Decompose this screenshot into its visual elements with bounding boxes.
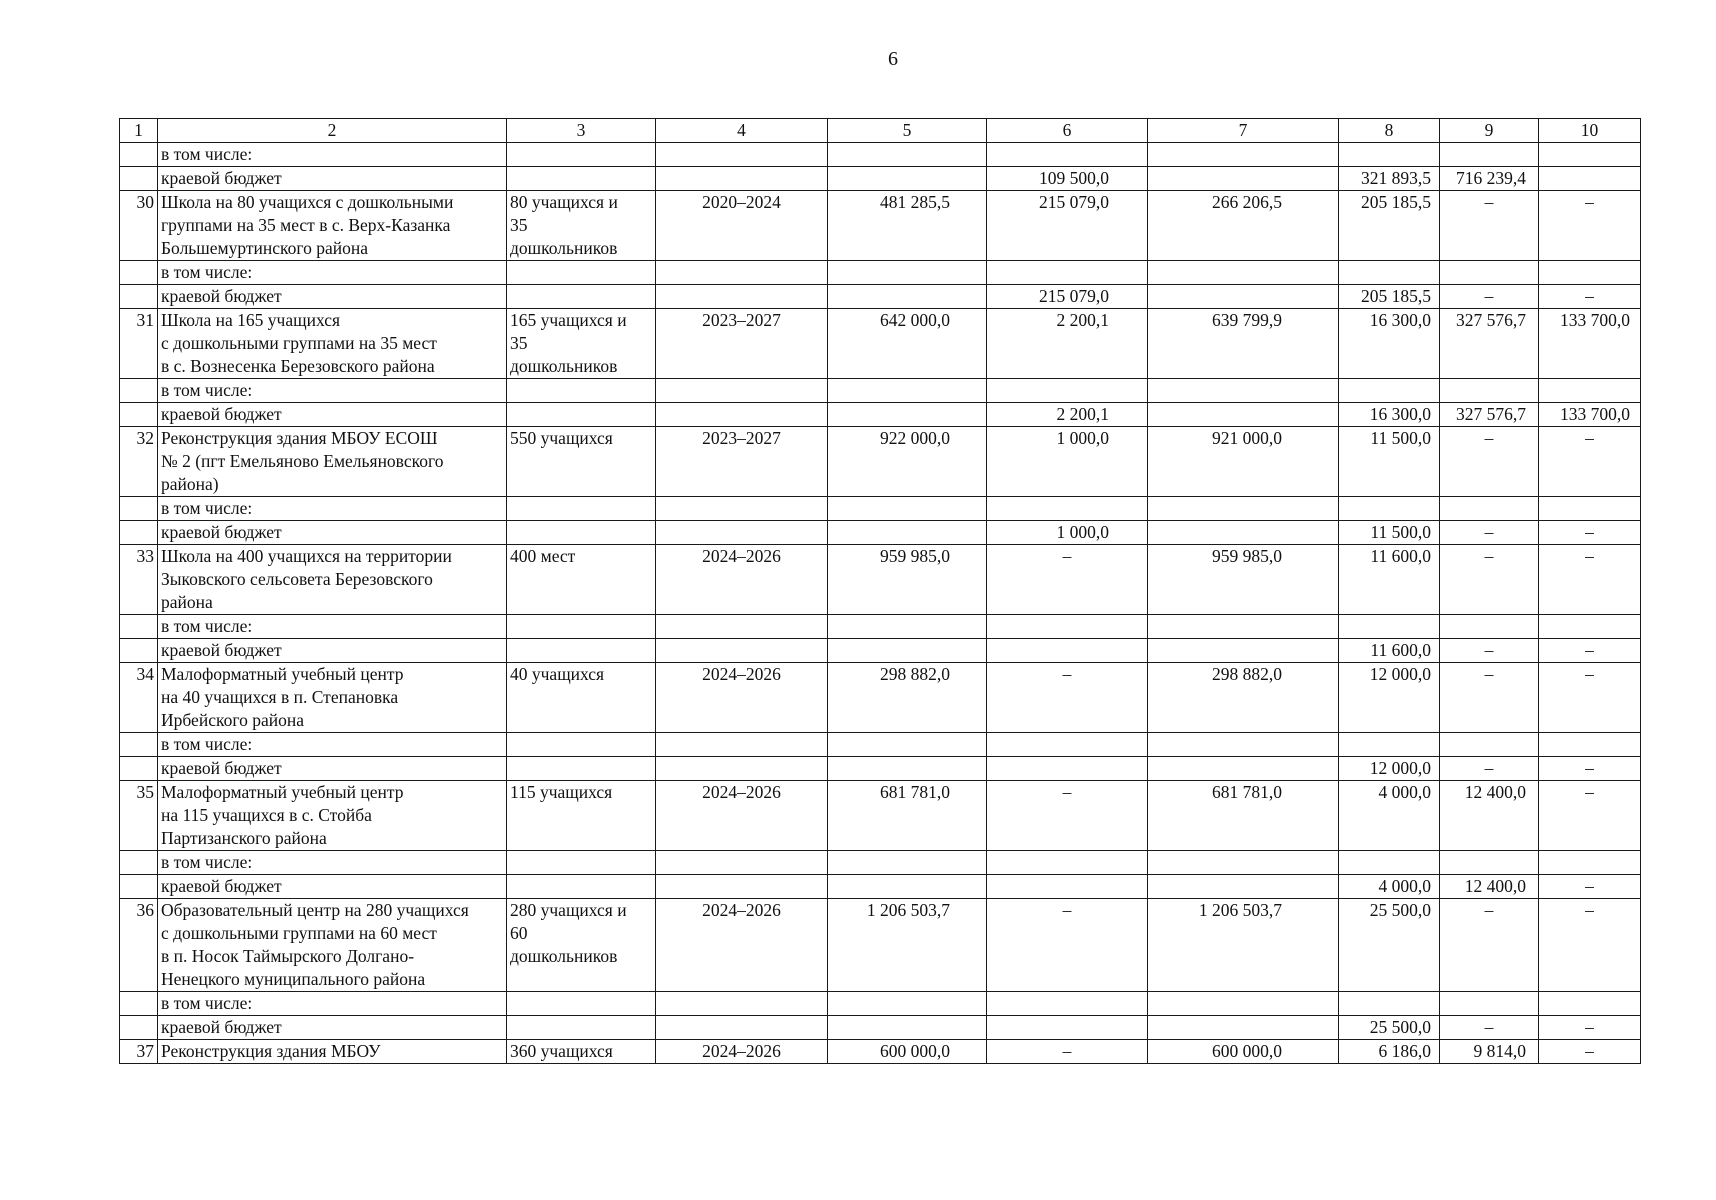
object-name-cell: в том числе:: [158, 851, 507, 875]
year-2025-cell: –: [1440, 1016, 1539, 1040]
year-2026-cell: –: [1539, 875, 1641, 899]
remaining-cell: [1148, 403, 1339, 427]
header-cell: 1: [120, 119, 158, 143]
financed-cell: –: [987, 781, 1148, 851]
financed-cell: –: [987, 1040, 1148, 1064]
year-2025-cell: –: [1440, 639, 1539, 663]
row-number-cell: [120, 992, 158, 1016]
table-row: [120, 545, 1641, 615]
year-2024-cell: 11 500,0: [1339, 521, 1440, 545]
header-cell: 10: [1539, 119, 1641, 143]
total-cost-cell: [828, 403, 987, 427]
year-2026-cell: –: [1539, 781, 1641, 851]
capacity-cell: [507, 261, 656, 285]
year-2026-cell: –: [1539, 1040, 1641, 1064]
period-cell: 2023–2027: [656, 427, 828, 497]
object-name-cell: в том числе:: [158, 615, 507, 639]
year-2024-cell: 25 500,0: [1339, 1016, 1440, 1040]
year-2024-cell: [1339, 733, 1440, 757]
period-cell: [656, 497, 828, 521]
table-row: [120, 663, 1641, 733]
capacity-cell: [507, 875, 656, 899]
object-name-cell: Школа на 80 учащихся с дошкольными группами на 35 мест в с. Верх-Казанка Большемуртинского района: [158, 191, 507, 261]
capacity-cell: [507, 615, 656, 639]
year-2026-cell: 133 700,0: [1539, 309, 1641, 379]
total-cost-cell: [828, 851, 987, 875]
year-2024-cell: 11 600,0: [1339, 639, 1440, 663]
capacity-cell: 115 учащихся: [507, 781, 656, 851]
financed-cell: [987, 497, 1148, 521]
total-cost-cell: 642 000,0: [828, 309, 987, 379]
year-2026-cell: –: [1539, 545, 1641, 615]
year-2025-cell: 12 400,0: [1440, 875, 1539, 899]
header-cell: 9: [1440, 119, 1539, 143]
year-2026-cell: –: [1539, 639, 1641, 663]
header-cell: 3: [507, 119, 656, 143]
total-cost-cell: [828, 379, 987, 403]
total-cost-cell: [828, 639, 987, 663]
total-cost-cell: [828, 167, 987, 191]
row-number-cell: [120, 733, 158, 757]
year-2025-cell: –: [1440, 899, 1539, 992]
year-2026-cell: –: [1539, 899, 1641, 992]
table-body: [120, 119, 1641, 1064]
object-name-cell: Малоформатный учебный центр на 115 учащихся в с. Стойба Партизанского района: [158, 781, 507, 851]
remaining-cell: [1148, 1016, 1339, 1040]
object-name-cell: Школа на 400 учащихся на территории Зыковского сельсовета Березовского района: [158, 545, 507, 615]
row-number-cell: [120, 521, 158, 545]
year-2026-cell: –: [1539, 521, 1641, 545]
table-subrow: [120, 521, 1641, 545]
remaining-cell: 681 781,0: [1148, 781, 1339, 851]
object-name-cell: Реконструкция здания МБОУ: [158, 1040, 507, 1064]
year-2024-cell: 4 000,0: [1339, 875, 1440, 899]
year-2024-cell: 11 600,0: [1339, 545, 1440, 615]
remaining-cell: 639 799,9: [1148, 309, 1339, 379]
remaining-cell: [1148, 167, 1339, 191]
object-name-cell: Малоформатный учебный центр на 40 учащихся в п. Степановка Ирбейского района: [158, 663, 507, 733]
remaining-cell: [1148, 521, 1339, 545]
capacity-cell: 400 мест: [507, 545, 656, 615]
remaining-cell: [1148, 615, 1339, 639]
year-2025-cell: [1440, 992, 1539, 1016]
financed-cell: 2 200,1: [987, 309, 1148, 379]
object-name-cell: Школа на 165 учащихся с дошкольными группами на 35 мест в с. Вознесенка Березовского района: [158, 309, 507, 379]
year-2025-cell: [1440, 733, 1539, 757]
table-subrow: [120, 285, 1641, 309]
total-cost-cell: [828, 261, 987, 285]
financed-cell: –: [987, 899, 1148, 992]
table-subrow: [120, 615, 1641, 639]
row-number-cell: [120, 1016, 158, 1040]
table-subrow: [120, 851, 1641, 875]
row-number-cell: [120, 639, 158, 663]
row-number-cell: [120, 615, 158, 639]
year-2025-cell: –: [1440, 521, 1539, 545]
budget-table: [119, 118, 1641, 1064]
year-2025-cell: [1440, 497, 1539, 521]
total-cost-cell: [828, 757, 987, 781]
year-2024-cell: [1339, 143, 1440, 167]
period-cell: 2024–2026: [656, 899, 828, 992]
year-2026-cell: [1539, 851, 1641, 875]
capacity-cell: 80 учащихся и 35 дошкольников: [507, 191, 656, 261]
year-2024-cell: 321 893,5: [1339, 167, 1440, 191]
table-subrow: [120, 167, 1641, 191]
object-name-cell: краевой бюджет: [158, 285, 507, 309]
year-2024-cell: 12 000,0: [1339, 663, 1440, 733]
capacity-cell: [507, 757, 656, 781]
total-cost-cell: 681 781,0: [828, 781, 987, 851]
object-name-cell: в том числе:: [158, 143, 507, 167]
table-subrow: [120, 757, 1641, 781]
year-2024-cell: 4 000,0: [1339, 781, 1440, 851]
table-row: [120, 309, 1641, 379]
period-cell: [656, 261, 828, 285]
year-2024-cell: [1339, 615, 1440, 639]
total-cost-cell: 298 882,0: [828, 663, 987, 733]
capacity-cell: 40 учащихся: [507, 663, 656, 733]
year-2026-cell: 133 700,0: [1539, 403, 1641, 427]
financed-cell: [987, 379, 1148, 403]
object-name-cell: Образовательный центр на 280 учащихся с дошкольными группами на 60 мест в п. Носок Таймырского Долгано- Ненецкого муниципального района: [158, 899, 507, 992]
year-2024-cell: 205 185,5: [1339, 191, 1440, 261]
row-number-cell: 36: [120, 899, 158, 992]
remaining-cell: [1148, 285, 1339, 309]
year-2026-cell: [1539, 733, 1641, 757]
financed-cell: [987, 875, 1148, 899]
remaining-cell: 266 206,5: [1148, 191, 1339, 261]
remaining-cell: [1148, 379, 1339, 403]
remaining-cell: [1148, 875, 1339, 899]
year-2025-cell: [1440, 261, 1539, 285]
year-2026-cell: –: [1539, 285, 1641, 309]
year-2025-cell: –: [1440, 757, 1539, 781]
period-cell: 2024–2026: [656, 545, 828, 615]
page-number: 6: [888, 48, 898, 70]
row-number-cell: 35: [120, 781, 158, 851]
capacity-cell: 360 учащихся: [507, 1040, 656, 1064]
year-2024-cell: 16 300,0: [1339, 309, 1440, 379]
period-cell: [656, 521, 828, 545]
financed-cell: [987, 261, 1148, 285]
year-2024-cell: [1339, 992, 1440, 1016]
capacity-cell: [507, 733, 656, 757]
object-name-cell: в том числе:: [158, 733, 507, 757]
object-name-cell: в том числе:: [158, 497, 507, 521]
year-2024-cell: 25 500,0: [1339, 899, 1440, 992]
period-cell: [656, 733, 828, 757]
table-row: [120, 781, 1641, 851]
financed-cell: 109 500,0: [987, 167, 1148, 191]
remaining-cell: 959 985,0: [1148, 545, 1339, 615]
year-2026-cell: –: [1539, 427, 1641, 497]
table-subrow: [120, 403, 1641, 427]
financed-cell: [987, 1016, 1148, 1040]
year-2025-cell: 327 576,7: [1440, 403, 1539, 427]
header-cell: 7: [1148, 119, 1339, 143]
year-2025-cell: 9 814,0: [1440, 1040, 1539, 1064]
year-2025-cell: 716 239,4: [1440, 167, 1539, 191]
table-subrow: [120, 497, 1641, 521]
year-2024-cell: 12 000,0: [1339, 757, 1440, 781]
object-name-cell: краевой бюджет: [158, 403, 507, 427]
year-2025-cell: [1440, 851, 1539, 875]
total-cost-cell: [828, 143, 987, 167]
year-2025-cell: [1440, 615, 1539, 639]
period-cell: [656, 143, 828, 167]
period-cell: [656, 875, 828, 899]
table-subrow: [120, 992, 1641, 1016]
header-cell: 2: [158, 119, 507, 143]
total-cost-cell: [828, 992, 987, 1016]
period-cell: [656, 403, 828, 427]
total-cost-cell: 1 206 503,7: [828, 899, 987, 992]
object-name-cell: краевой бюджет: [158, 167, 507, 191]
remaining-cell: [1148, 639, 1339, 663]
remaining-cell: [1148, 143, 1339, 167]
year-2024-cell: 11 500,0: [1339, 427, 1440, 497]
object-name-cell: краевой бюджет: [158, 875, 507, 899]
total-cost-cell: [828, 285, 987, 309]
row-number-cell: 32: [120, 427, 158, 497]
table-subrow: [120, 143, 1641, 167]
financed-cell: [987, 851, 1148, 875]
year-2026-cell: [1539, 143, 1641, 167]
row-number-cell: [120, 143, 158, 167]
period-cell: [656, 379, 828, 403]
year-2026-cell: [1539, 497, 1641, 521]
year-2024-cell: [1339, 497, 1440, 521]
period-cell: 2023–2027: [656, 309, 828, 379]
row-number-cell: 37: [120, 1040, 158, 1064]
financed-cell: [987, 615, 1148, 639]
table-row: [120, 191, 1641, 261]
capacity-cell: 280 учащихся и 60 дошкольников: [507, 899, 656, 992]
row-number-cell: 33: [120, 545, 158, 615]
financed-cell: 1 000,0: [987, 427, 1148, 497]
total-cost-cell: 922 000,0: [828, 427, 987, 497]
capacity-cell: [507, 497, 656, 521]
row-number-cell: [120, 757, 158, 781]
capacity-cell: [507, 1016, 656, 1040]
period-cell: [656, 851, 828, 875]
period-cell: [656, 615, 828, 639]
year-2025-cell: –: [1440, 545, 1539, 615]
total-cost-cell: [828, 1016, 987, 1040]
year-2025-cell: –: [1440, 663, 1539, 733]
period-cell: 2024–2026: [656, 663, 828, 733]
year-2025-cell: 12 400,0: [1440, 781, 1539, 851]
remaining-cell: [1148, 497, 1339, 521]
year-2026-cell: [1539, 167, 1641, 191]
remaining-cell: [1148, 757, 1339, 781]
row-number-cell: 30: [120, 191, 158, 261]
financed-cell: 215 079,0: [987, 285, 1148, 309]
capacity-cell: [507, 521, 656, 545]
year-2026-cell: [1539, 615, 1641, 639]
capacity-cell: [507, 639, 656, 663]
period-cell: [656, 167, 828, 191]
object-name-cell: в том числе:: [158, 261, 507, 285]
object-name-cell: краевой бюджет: [158, 639, 507, 663]
period-cell: [656, 639, 828, 663]
table-row: [120, 899, 1641, 992]
year-2024-cell: [1339, 851, 1440, 875]
row-number-cell: 31: [120, 309, 158, 379]
year-2026-cell: –: [1539, 663, 1641, 733]
object-name-cell: краевой бюджет: [158, 521, 507, 545]
capacity-cell: [507, 167, 656, 191]
period-cell: [656, 992, 828, 1016]
year-2026-cell: –: [1539, 191, 1641, 261]
table-subrow: [120, 1016, 1641, 1040]
header-row: [120, 119, 1641, 143]
remaining-cell: 921 000,0: [1148, 427, 1339, 497]
total-cost-cell: [828, 615, 987, 639]
capacity-cell: 550 учащихся: [507, 427, 656, 497]
remaining-cell: 1 206 503,7: [1148, 899, 1339, 992]
header-cell: 5: [828, 119, 987, 143]
period-cell: [656, 757, 828, 781]
year-2025-cell: –: [1440, 285, 1539, 309]
object-name-cell: в том числе:: [158, 992, 507, 1016]
financed-cell: [987, 733, 1148, 757]
year-2024-cell: 205 185,5: [1339, 285, 1440, 309]
row-number-cell: 34: [120, 663, 158, 733]
capacity-cell: [507, 285, 656, 309]
period-cell: [656, 1016, 828, 1040]
row-number-cell: [120, 167, 158, 191]
year-2024-cell: [1339, 261, 1440, 285]
row-number-cell: [120, 285, 158, 309]
capacity-cell: [507, 143, 656, 167]
year-2026-cell: [1539, 992, 1641, 1016]
year-2026-cell: [1539, 261, 1641, 285]
period-cell: 2024–2026: [656, 781, 828, 851]
financed-cell: [987, 143, 1148, 167]
financed-cell: [987, 992, 1148, 1016]
table-subrow: [120, 733, 1641, 757]
table-row: [120, 1040, 1641, 1064]
financed-cell: 1 000,0: [987, 521, 1148, 545]
total-cost-cell: [828, 521, 987, 545]
financed-cell: 215 079,0: [987, 191, 1148, 261]
table-subrow: [120, 261, 1641, 285]
year-2025-cell: –: [1440, 427, 1539, 497]
remaining-cell: [1148, 851, 1339, 875]
financed-cell: –: [987, 545, 1148, 615]
period-cell: 2024–2026: [656, 1040, 828, 1064]
period-cell: 2020–2024: [656, 191, 828, 261]
remaining-cell: [1148, 992, 1339, 1016]
year-2026-cell: –: [1539, 1016, 1641, 1040]
year-2026-cell: –: [1539, 757, 1641, 781]
capacity-cell: [507, 851, 656, 875]
year-2024-cell: 6 186,0: [1339, 1040, 1440, 1064]
capacity-cell: 165 учащихся и 35 дошкольников: [507, 309, 656, 379]
object-name-cell: краевой бюджет: [158, 757, 507, 781]
object-name-cell: краевой бюджет: [158, 1016, 507, 1040]
remaining-cell: [1148, 733, 1339, 757]
period-cell: [656, 285, 828, 309]
total-cost-cell: [828, 497, 987, 521]
table-subrow: [120, 379, 1641, 403]
header-cell: 4: [656, 119, 828, 143]
row-number-cell: [120, 261, 158, 285]
year-2025-cell: [1440, 379, 1539, 403]
remaining-cell: [1148, 261, 1339, 285]
total-cost-cell: 959 985,0: [828, 545, 987, 615]
year-2024-cell: 16 300,0: [1339, 403, 1440, 427]
year-2026-cell: [1539, 379, 1641, 403]
table-subrow: [120, 875, 1641, 899]
year-2025-cell: –: [1440, 191, 1539, 261]
total-cost-cell: [828, 733, 987, 757]
object-name-cell: Реконструкция здания МБОУ ЕСОШ № 2 (пгт Емельяново Емельяновского района): [158, 427, 507, 497]
total-cost-cell: 481 285,5: [828, 191, 987, 261]
total-cost-cell: [828, 875, 987, 899]
capacity-cell: [507, 379, 656, 403]
financed-cell: –: [987, 663, 1148, 733]
remaining-cell: 600 000,0: [1148, 1040, 1339, 1064]
capacity-cell: [507, 992, 656, 1016]
financed-cell: [987, 757, 1148, 781]
table-row: [120, 427, 1641, 497]
capacity-cell: [507, 403, 656, 427]
financed-cell: 2 200,1: [987, 403, 1148, 427]
year-2025-cell: 327 576,7: [1440, 309, 1539, 379]
object-name-cell: в том числе:: [158, 379, 507, 403]
year-2024-cell: [1339, 379, 1440, 403]
header-cell: 6: [987, 119, 1148, 143]
row-number-cell: [120, 379, 158, 403]
row-number-cell: [120, 851, 158, 875]
total-cost-cell: 600 000,0: [828, 1040, 987, 1064]
year-2025-cell: [1440, 143, 1539, 167]
remaining-cell: 298 882,0: [1148, 663, 1339, 733]
financed-cell: [987, 639, 1148, 663]
header-cell: 8: [1339, 119, 1440, 143]
row-number-cell: [120, 875, 158, 899]
table-subrow: [120, 639, 1641, 663]
row-number-cell: [120, 403, 158, 427]
row-number-cell: [120, 497, 158, 521]
